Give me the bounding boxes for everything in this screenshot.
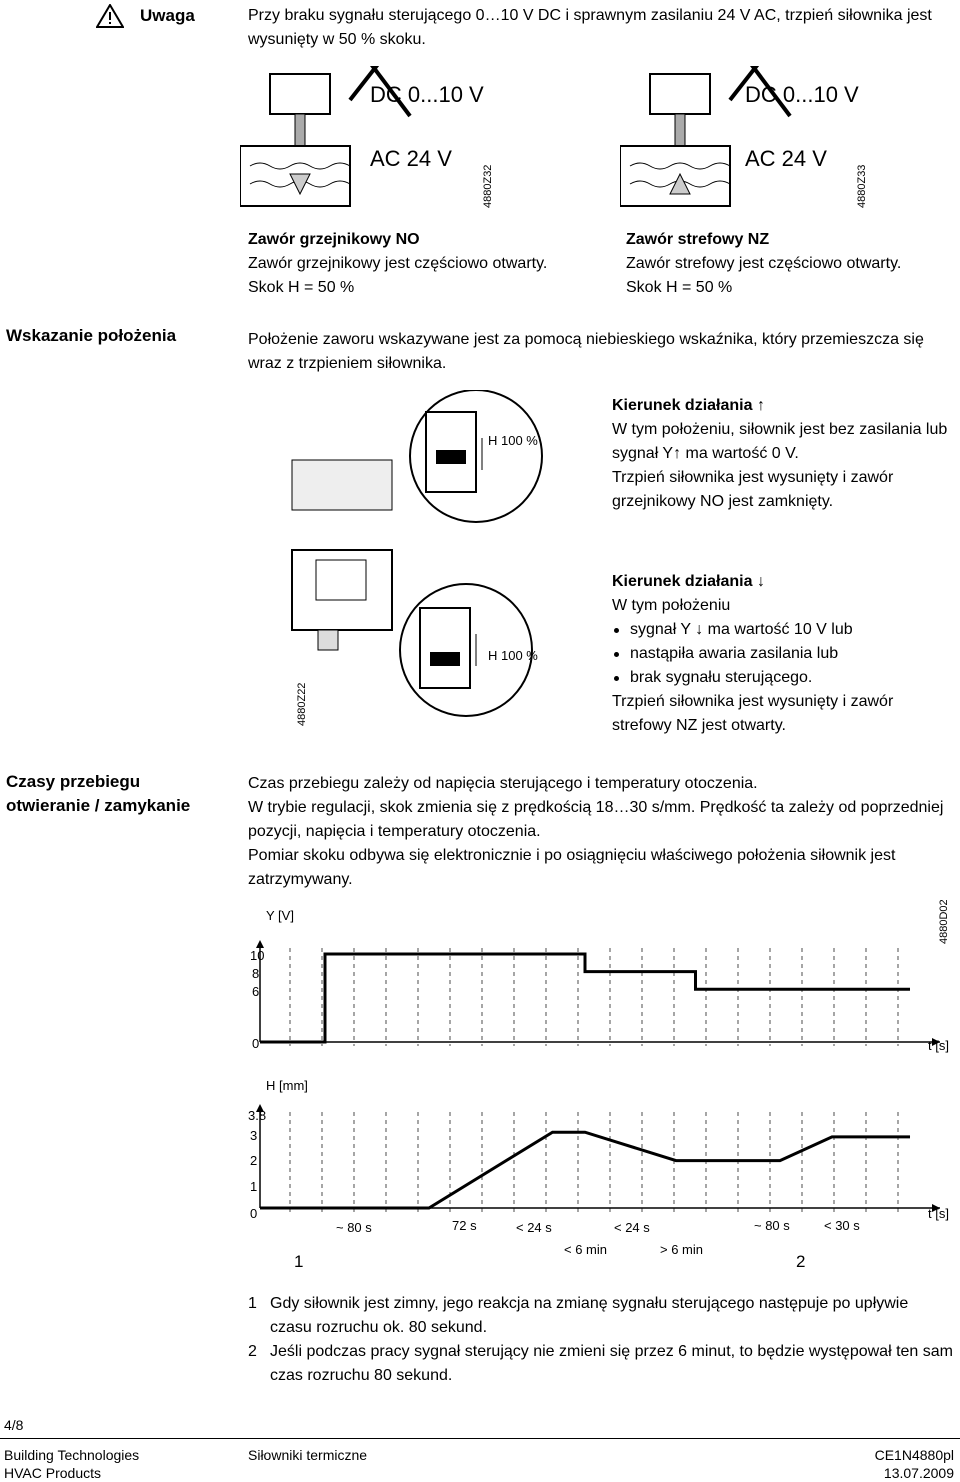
direction-up-block — [612, 394, 952, 514]
interval-label: > 6 min — [660, 1242, 703, 1257]
arrow-up-icon: ↑ — [756, 397, 765, 414]
footer-company: Building Technologies — [4, 1447, 140, 1463]
h-label: H 100 % — [488, 433, 538, 448]
h-label: H 100 % — [488, 648, 538, 663]
direction-down-block — [612, 570, 952, 738]
timing-paragraph: Pomiar skoku odbywa się elektronicznie i po osiągnięciu właściwego położenia siłownik jest zatrzymywany. — [248, 847, 896, 888]
interval-label: ~ 80 s — [336, 1220, 372, 1235]
chart-ylabel: H [mm] — [266, 1078, 308, 1093]
direction-text: W tym położeniu, siłownik jest bez zasilania lub sygnał Y — [612, 421, 948, 462]
chart-ytick: 8 — [252, 966, 260, 981]
note-text: Jeśli podczas pracy sygnał sterujący nie zmieni się przez 6 minut, to będzie występował ten sam czas rozruchu 80 sekund. — [270, 1343, 953, 1384]
valve-ac-label: AC 24 V — [745, 146, 827, 171]
footer-doc-id: CE1N4880pl — [874, 1447, 954, 1463]
timing-label-line2: otwieranie / zamykanie — [6, 796, 191, 815]
direction-title: Kierunek działania — [612, 397, 753, 414]
section-label-position: Wskazanie położenia — [6, 326, 177, 345]
chart-ytick: 1 — [250, 1179, 258, 1194]
list-item: nastąpiła awaria zasilania lub — [612, 642, 952, 666]
notes — [248, 1292, 954, 1388]
chart-ytick: 10 — [250, 948, 265, 963]
valve-title: Zawór grzejnikowy NO — [248, 231, 420, 248]
series-line — [260, 1132, 910, 1208]
arrow-up-icon: ↑ — [673, 445, 682, 462]
timing-paragraph: Czas przebiegu zależy od napięcia sterującego i temperatury otoczenia. — [248, 775, 758, 792]
list-item: sygnał Y ↓ ma wartość 10 V lub — [612, 618, 952, 642]
chart-code: 4880D02 — [938, 899, 950, 944]
valve-line1: Zawór grzejnikowy jest częściowo otwarty. — [248, 255, 548, 272]
interval-label: < 24 s — [516, 1220, 552, 1235]
footer-doc-title: Siłowniki termiczne — [248, 1447, 368, 1463]
chart-ytick: 0 — [250, 1206, 258, 1221]
direction-title: Kierunek działania — [612, 573, 753, 590]
interval-label: < 6 min — [564, 1242, 607, 1257]
series-line — [260, 954, 910, 1042]
y-axis-arrow — [256, 940, 264, 948]
arrow-down-icon: ↓ — [756, 573, 765, 590]
figure-code: 4880Z22 — [296, 682, 308, 726]
warning-icon — [96, 4, 124, 33]
timing-label-line1: Czasy przebiegu — [6, 772, 141, 791]
note-number: 1 — [248, 1295, 257, 1312]
direction-result: Trzpień siłownika jest wysunięty i zawór strefowy NZ jest otwarty. — [612, 693, 894, 734]
footer-division: HVAC Products — [4, 1465, 101, 1481]
valve-line2: Skok H = 50 % — [248, 279, 355, 296]
footer-date: 13.07.2009 — [883, 1465, 954, 1481]
section-label-timing — [6, 770, 190, 818]
valve-dc-label: DC 0...10 V — [370, 82, 484, 107]
marker-label: 2 — [796, 1252, 806, 1271]
valve-ac-label: AC 24 V — [370, 146, 452, 171]
chart-xlabel: t [s] — [928, 1206, 949, 1221]
direction-result: Trzpień siłownika jest wysunięty i zawór grzejnikowy NO jest zamknięty. — [612, 469, 894, 510]
warning-label: Uwaga — [140, 6, 195, 25]
timing-text — [248, 772, 954, 892]
list-item: brak sygnału sterującego. — [612, 666, 952, 690]
direction-text-end: ma wartość 0 V. — [681, 445, 799, 462]
chart-ytick: 3 — [250, 1128, 258, 1143]
marker-label: 1 — [294, 1252, 304, 1271]
figure-code: 4880Z33 — [856, 164, 868, 208]
position-text: Położenie zaworu wskazywane jest za pomocą niebieskiego wskaźnika, który przemieszcza się wraz z trzpieniem siłownika. — [248, 331, 924, 372]
footer-divider — [0, 1438, 960, 1439]
chart-ytick: 6 — [252, 984, 260, 999]
note-text: Gdy siłownik jest zimny, jego reakcja na zmianę sygnału sterującego następuje po upływie czasu rozruchu ok. 80 sekund. — [270, 1295, 909, 1336]
chart-ytick: 3.8 — [248, 1108, 267, 1123]
valve-dc-label: DC 0...10 V — [745, 82, 859, 107]
note-item — [248, 1292, 954, 1340]
valve-line1: Zawór strefowy jest częściowo otwarty. — [626, 255, 902, 272]
interval-label: 72 s — [452, 1218, 477, 1233]
valve-caption-no — [248, 228, 608, 300]
valve-caption-nz — [626, 228, 956, 300]
interval-label: < 30 s — [824, 1218, 860, 1233]
chart-xlabel: t [s] — [928, 1038, 949, 1053]
figure-code: 4880Z32 — [482, 164, 494, 208]
note-number: 2 — [248, 1343, 257, 1360]
position-figure — [286, 390, 596, 750]
direction-intro: W tym położeniu — [612, 597, 731, 614]
valve-line2: Skok H = 50 % — [626, 279, 733, 296]
timing-paragraph: W trybie regulacji, skok zmienia się z prędkością 18…30 s/mm. Prędkość ta zależy od poprzedniej pozycji, napięcia i temperatury otoczenia. — [248, 799, 944, 840]
chart-ytick: 0 — [252, 1036, 260, 1051]
warning-text: Przy braku sygnału sterującego 0…10 V DC i sprawnym zasilaniu 24 V AC, trzpień siłownika jest wysunięty w 50 % skoku. — [248, 7, 932, 48]
valve-title: Zawór strefowy NZ — [626, 231, 770, 248]
interval-label: ~ 80 s — [754, 1218, 790, 1233]
chart-ylabel: Y [V] — [266, 908, 294, 923]
chart-ytick: 2 — [250, 1153, 258, 1168]
chart-signal — [230, 906, 950, 1056]
note-item — [248, 1340, 954, 1388]
interval-label: < 24 s — [614, 1220, 650, 1235]
direction-list — [612, 618, 952, 690]
page-number: 4/8 — [4, 1417, 24, 1433]
